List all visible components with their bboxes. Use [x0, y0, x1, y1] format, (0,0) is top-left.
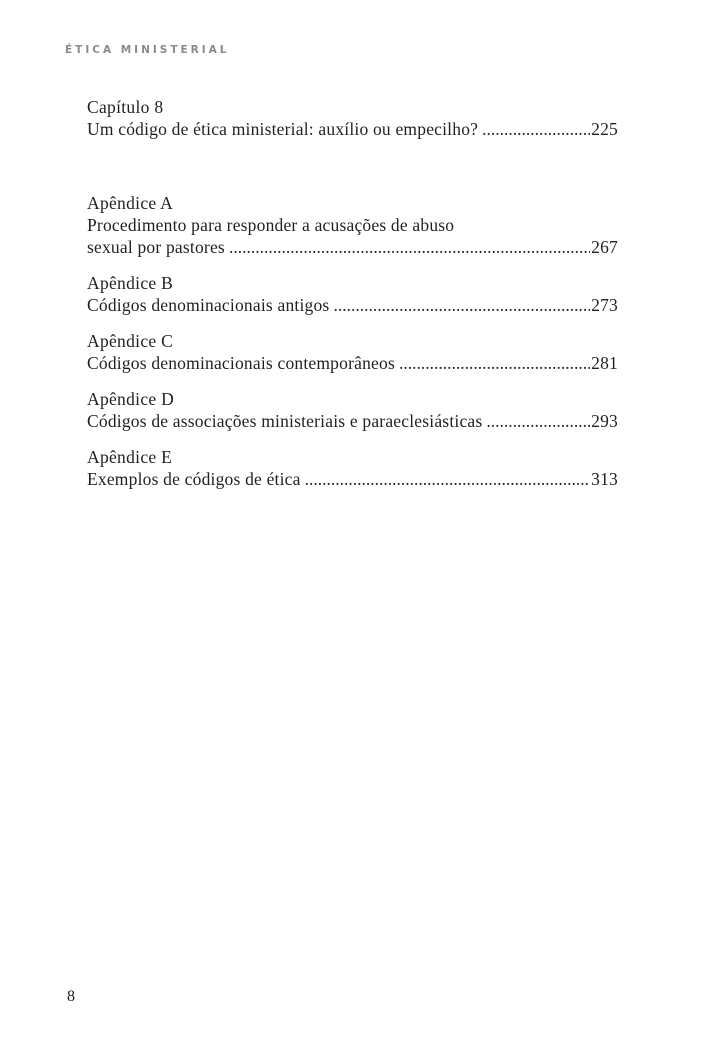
entry-page-number: 225 — [591, 119, 618, 139]
toc-entry-appendix-e[interactable] — [87, 446, 618, 490]
toc-entry-appendix-c[interactable] — [87, 330, 618, 374]
toc-entry-chapter-8[interactable] — [87, 96, 618, 140]
running-header: ÉTICA MINISTERIAL — [65, 44, 230, 56]
entry-page-number: 281 — [591, 353, 618, 373]
entry-line — [87, 468, 618, 490]
toc-entry-appendix-a[interactable] — [87, 192, 618, 258]
entry-line — [87, 294, 618, 316]
entry-page-number: 313 — [591, 469, 618, 489]
entry-title-line-2: sexual por pastores — [87, 237, 225, 257]
entry-line — [87, 352, 618, 374]
dot-leader — [482, 118, 590, 140]
toc-entry-appendix-d[interactable] — [87, 388, 618, 432]
entry-line — [87, 236, 618, 258]
entry-title: Códigos denominacionais contemporâneos — [87, 353, 395, 373]
entry-page-number: 293 — [591, 411, 618, 431]
entry-label: Apêndice E — [87, 447, 173, 467]
entry-label: Capítulo 8 — [87, 97, 164, 117]
entry-line — [87, 118, 618, 140]
dot-leader — [229, 236, 590, 258]
entry-title-line-1: Procedimento para responder a acusações de abuso — [87, 215, 455, 235]
dot-leader — [486, 410, 590, 432]
entry-page-number: 273 — [591, 295, 618, 315]
entry-title: Códigos denominacionais antigos — [87, 295, 330, 315]
dot-leader — [333, 294, 590, 316]
entry-title: Um código de ética ministerial: auxílio ou empecilho? — [87, 119, 479, 139]
entry-line — [87, 410, 618, 432]
entry-label: Apêndice B — [87, 273, 174, 293]
toc-entry-appendix-b[interactable] — [87, 272, 618, 316]
dot-leader — [399, 352, 590, 374]
dot-leader — [305, 468, 591, 490]
entry-label: Apêndice C — [87, 331, 174, 351]
entry-title: Códigos de associações ministeriais e paraeclesiásticas — [87, 411, 483, 431]
entry-label: Apêndice A — [87, 193, 174, 213]
entry-label: Apêndice D — [87, 389, 175, 409]
entry-title: Exemplos de códigos de ética — [87, 469, 301, 489]
entry-page-number: 267 — [591, 237, 618, 257]
page-number: 8 — [67, 988, 75, 1005]
